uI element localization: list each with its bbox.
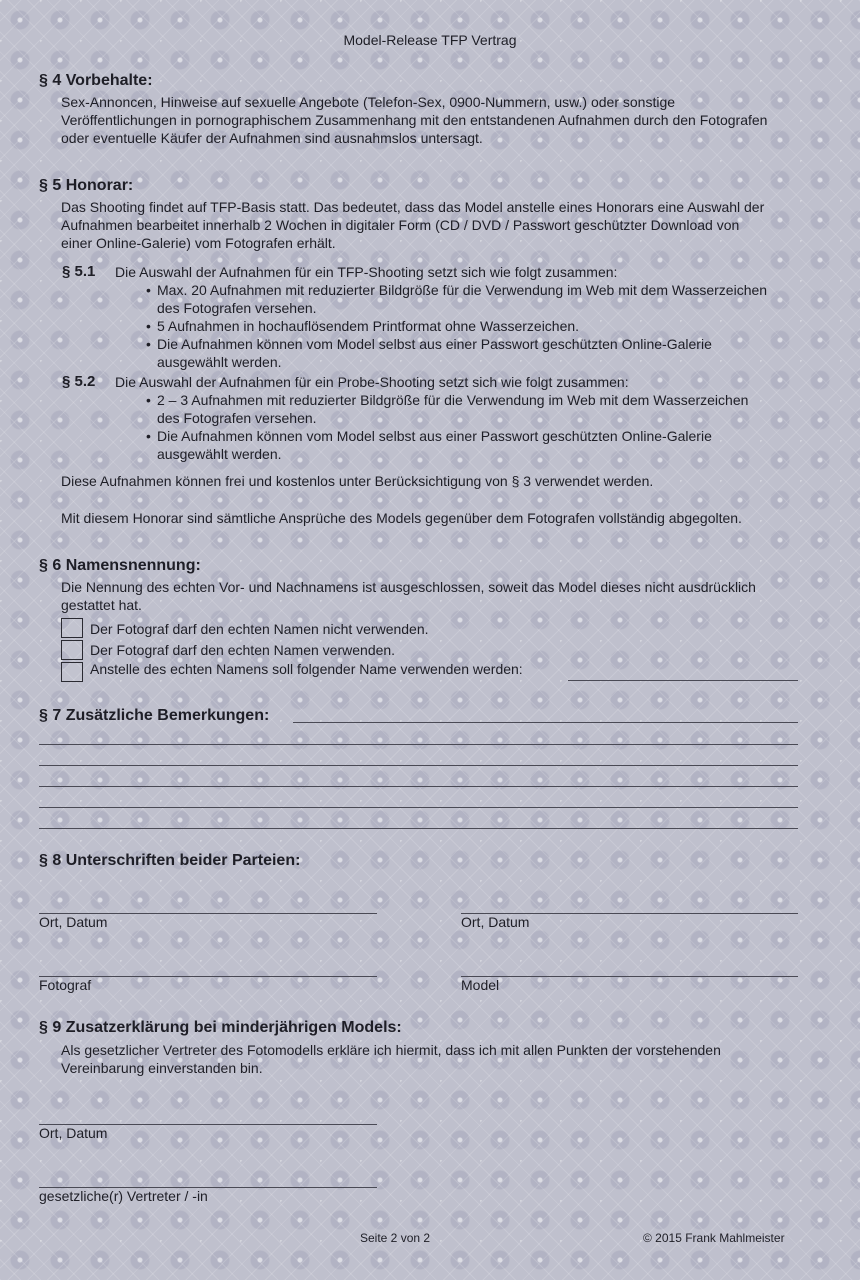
bullet-icon: • <box>146 392 151 408</box>
section-5-line: Aufnahmen bearbeitet innerhalb 2 Wochen in digitaler Form (CD / DVD / Passwort geschützter Download von <box>61 217 740 233</box>
place-date-label: Ort, Datum <box>39 914 108 930</box>
document-title: Model-Release TFP Vertrag <box>343 32 517 48</box>
page-number: Seite 2 von 2 <box>360 1231 431 1245</box>
remarks-line[interactable] <box>39 765 798 766</box>
bullet-icon: • <box>146 428 151 444</box>
section-5-2-number: § 5.2 <box>62 373 96 390</box>
section-5-line: Das Shooting findet auf TFP-Basis statt. Das bedeutet, dass das Model anstelle eines Honorars eine Auswahl der <box>61 199 765 215</box>
alternative-name-line[interactable] <box>568 680 798 681</box>
section-4-line: Sex-Annoncen, Hinweise auf sexuelle Angebote (Telefon-Sex, 0900-Nummern, usw.) oder sonstige <box>61 94 676 110</box>
section-8-heading: § 8 Unterschriften beider Parteien: <box>39 852 301 869</box>
section-4-heading: § 4 Vorbehalte: <box>39 72 153 89</box>
section-5-line: einer Online-Galerie) vom Fotografen erhält. <box>61 235 336 251</box>
place-date-label: Ort, Datum <box>461 914 530 930</box>
bullet-icon: • <box>146 282 151 298</box>
section-5-2-text: Die Auswahl der Aufnahmen für ein Probe-Shooting setzt sich wie folgt zusammen: <box>115 374 629 390</box>
section-9-text: Als gesetzlicher Vertreter des Fotomodells erkläre ich hiermit, dass ich mit allen Punkten der vorstehenden Vereinbarung einverstanden bin. <box>61 1042 721 1076</box>
checkbox-alternative-name[interactable] <box>61 662 83 682</box>
bullet-icon: • <box>146 336 151 352</box>
section-6-heading: § 6 Namensnennung: <box>39 557 201 574</box>
model-label: Model <box>461 977 500 993</box>
guardian-label: gesetzliche(r) Vertreter / -in <box>39 1188 208 1204</box>
list-item: • 5 Aufnahmen in hochauflösendem Printformat ohne Wasserzeichen. <box>146 318 580 334</box>
remarks-line[interactable] <box>39 744 798 745</box>
remarks-line[interactable] <box>293 722 798 723</box>
photographer-label: Fotograf <box>39 977 92 993</box>
section-5-heading: § 5 Honorar: <box>39 177 134 194</box>
section-5-note-usage: Diese Aufnahmen können frei und kostenlos unter Berücksichtigung von § 3 verwendet werden. <box>61 473 654 489</box>
checkbox-name-not-allowed[interactable] <box>61 618 83 638</box>
section-5-note-settlement: Mit diesem Honorar sind sämtliche Ansprüche des Models gegenüber dem Fotografen vollständig abgegolten. <box>61 510 742 526</box>
copyright: © 2015 Frank Mahlmeister <box>643 1231 785 1245</box>
section-7-heading: § 7 Zusätzliche Bemerkungen: <box>39 707 270 724</box>
section-4-line: oder eventuelle Käufer der Aufnahmen sind ausnahmslos untersagt. <box>61 130 483 146</box>
section-5-1-number: § 5.1 <box>62 263 96 280</box>
list-item: • 2 – 3 Aufnahmen mit reduzierter Bildgröße für die Verwendung im Web mit dem Wasserzeichen des Fotografen versehen. <box>146 392 749 426</box>
list-item: • Die Aufnahmen können vom Model selbst aus einer Passwort geschützten Online-Galerie ausgewählt werden. <box>146 336 712 370</box>
checkbox-name-allowed[interactable] <box>61 640 83 660</box>
checkbox-label: Der Fotograf darf den echten Namen verwenden. <box>90 642 396 658</box>
remarks-line[interactable] <box>39 828 798 829</box>
place-date-label: Ort, Datum <box>39 1125 108 1141</box>
list-item: • Max. 20 Aufnahmen mit reduzierter Bildgröße für die Verwendung im Web mit dem Wasserzeichen des Fotografen versehen. <box>146 282 768 316</box>
bullet-icon: • <box>146 318 151 334</box>
section-5-text <box>61 198 801 252</box>
remarks-line[interactable] <box>39 786 798 787</box>
section-5-1-text: Die Auswahl der Aufnahmen für ein TFP-Shooting setzt sich wie folgt zusammen: <box>115 264 618 280</box>
section-4-text <box>61 93 801 147</box>
list-item: • Die Aufnahmen können vom Model selbst aus einer Passwort geschützten Online-Galerie ausgewählt werden. <box>146 428 712 462</box>
remarks-line[interactable] <box>39 807 798 808</box>
section-6-text: Die Nennung des echten Vor- und Nachnamens ist ausgeschlossen, soweit das Model dieses nicht ausdrücklich gestattet hat. <box>61 579 756 613</box>
section-4-line: Veröffentlichungen in pornographischem Zusammenhang mit den entstandenen Aufnahmen durch den Fotografen <box>61 112 768 128</box>
signature-line-model[interactable] <box>461 976 798 977</box>
checkbox-label: Anstelle des echten Namens soll folgender Name verwenden werden: <box>90 661 523 677</box>
checkbox-label: Der Fotograf darf den echten Namen nicht verwenden. <box>90 621 429 637</box>
section-9-heading: § 9 Zusatzerklärung bei minderjährigen Models: <box>39 1019 402 1036</box>
